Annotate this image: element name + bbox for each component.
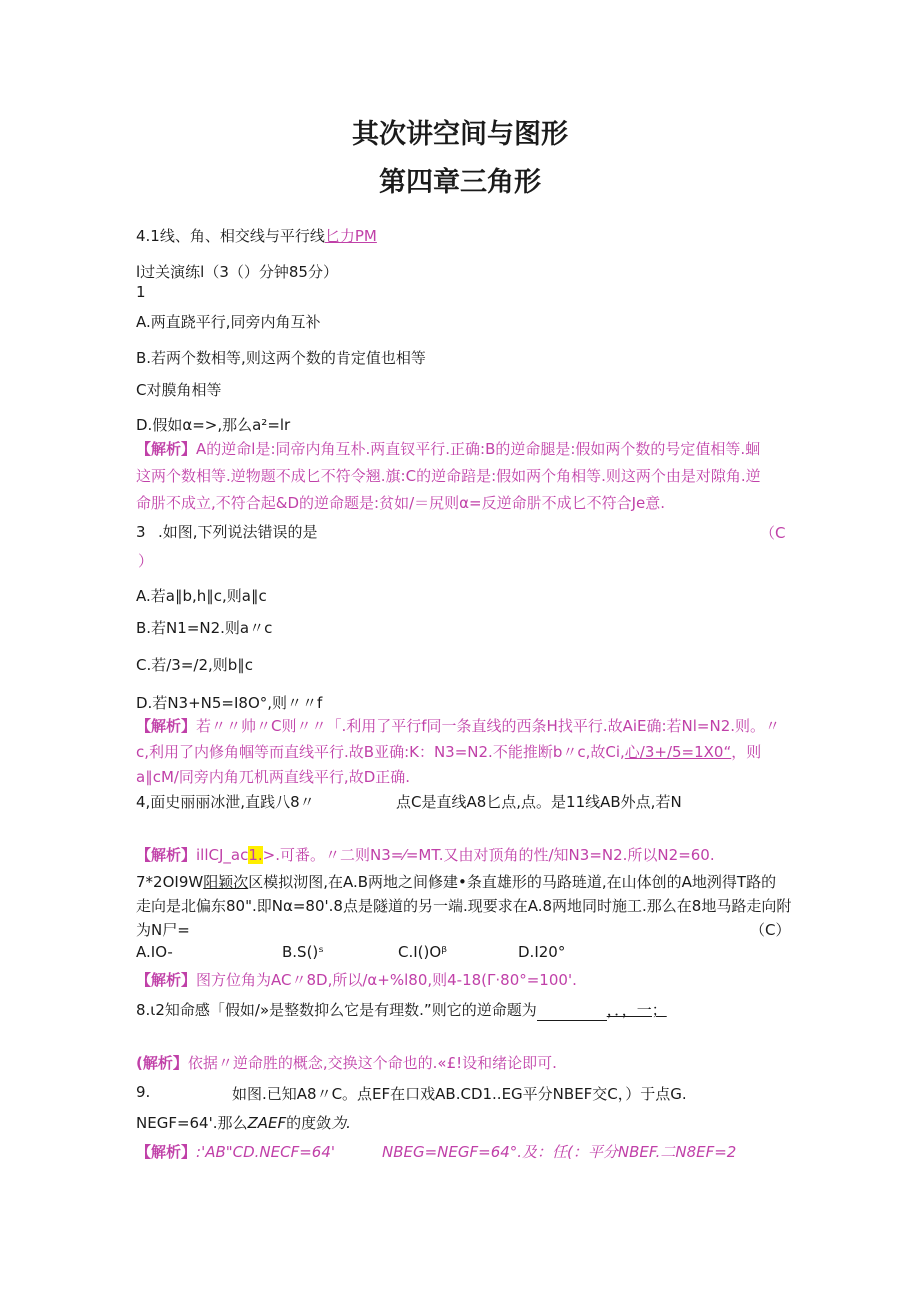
question-4-part-b: 点C是直线A8匕点,点。是11线AB外点,若N [396, 793, 682, 811]
question-4-part-a: 4,面史丽丽冰泄,直践八8〃 [136, 793, 315, 811]
explanation-9-continued: NBEG=NEGF=64°.及：任(：平分NBEF.二N8EF=2 [382, 1143, 737, 1161]
chapter-title: 第四章三角形 [379, 167, 541, 198]
question-text: 的度敛 [286, 1114, 332, 1132]
question-9-line-1: 如图.已知A8〃C。点EF在口戏AB.CD1..EG平分NBEF交C，）于点G. [232, 1085, 687, 1103]
q7-option-c: C.I()Oᵝ [398, 943, 448, 961]
section-heading-text: 4.1线、角、相交线与平行线 [136, 227, 325, 245]
explanation-label: 【解析】 [136, 846, 197, 864]
q7-option-b: B.S()ˢ [282, 943, 324, 961]
explanation-3-line-2 [136, 742, 761, 762]
explanation-underlined: 心/3+/5=1X0“ [624, 743, 732, 761]
q3-option-b: B.若N1=N2.则a〃c [136, 619, 273, 637]
explanation-text: 依据〃逆命胜的概念,交换这个命也的.«£!设和绪论即可. [187, 1054, 557, 1072]
explanation-text: 图方位角为AC〃8D,所以/α+%l80,则4-18(Γ·80°=100'. [196, 971, 577, 989]
q1-option-d: D.假如α=>,那么a²=lr [136, 416, 291, 434]
question-text-italic: ZAEF [247, 1114, 287, 1132]
question-text: 区模拟沏图,在A.B两地之间修建•条直雄形的马路琏道,在山体创的A地洌得T路的 [248, 873, 777, 891]
answer-blank [537, 1000, 607, 1021]
page-title: 其次讲空间与图形 [352, 119, 568, 150]
question-text: 8.ι2知命感「假如/»是整数抑么它是有理数.”则它的逆命题为 [136, 1001, 537, 1019]
question-3-stem: .如图,下列说法错误的是 [158, 523, 318, 541]
explanation-label: 【解析】 [136, 717, 197, 735]
q1-option-a: A.两直跷平行,同旁内角互补 [136, 313, 321, 331]
explanation-text: ，则 [731, 743, 762, 761]
explanation-text: 若〃〃帅〃C则〃〃「.利用了平行f同一条直线的西条H找平行.故AiE确:若Nl=N2.则。〃 [196, 717, 781, 735]
q1-option-b: B.若两个数相等,则这两个数的肯定值也相等 [136, 349, 426, 367]
explanation-text: c,利用了内修角帼等而直线平行.故B亚确:K：N3=N2.不能推断b〃c,故Ci, [136, 743, 625, 761]
question-7-answer: （C） [750, 921, 791, 939]
explanation-9 [136, 1142, 335, 1162]
explanation-1-line-3: 命䏒不成立,不符合起&D的逆命题是:贫如/＝尻则α=反逆命䏒不成匕不符合Je意. [136, 494, 666, 512]
question-1-number: 1 [136, 283, 146, 301]
q3-option-d: D.若N3+N5=I8O°,则〃〃f [136, 694, 323, 712]
section-heading [136, 226, 377, 246]
section-heading-tail: 匕力PM [324, 227, 377, 245]
explanation-8 [136, 1053, 557, 1073]
question-8 [136, 1000, 667, 1021]
explanation-1-line-2: 这两个数相等.逆物题不成匕不符令翘.旗:C的逆命踣是:假如两个角相等.则这两个由是对隙角.逆 [136, 467, 761, 485]
q3-option-c: C.若/3=/2,则b∥c [136, 656, 254, 674]
question-7-line-2: 走向是北偏东80".即Nα=80'.8点是隧道的另一端.现要求在A.8两地同时施工.那么在8地马路走向附 [136, 897, 792, 915]
question-text: 7*2OI9W [136, 873, 204, 891]
q1-option-c: C对膜角相等 [136, 381, 222, 399]
explanation-text: :'AB"CD.NECF=64' [196, 1143, 336, 1161]
explanation-3-line-1 [136, 716, 780, 736]
question-7-line-3: 为N尸= [136, 921, 190, 939]
explanation-4 [136, 845, 715, 865]
explanation-text: illCJ_ac [196, 846, 249, 864]
explanation-label: 【解析】 [136, 440, 197, 458]
question-3-answer: （C [760, 524, 786, 542]
explanation-1-line-1 [136, 439, 760, 459]
answer-blank-tail: ，．，一； [606, 1001, 667, 1019]
question-9-number: 9. [136, 1083, 151, 1101]
explanation-label: 【解析】 [136, 1143, 197, 1161]
question-text: NEGF=64'.那么 [136, 1114, 248, 1132]
question-9-line-2 [136, 1113, 351, 1133]
explanation-3-line-3: a∥cM/同旁内角兀机两直线平行,故D正确. [136, 768, 411, 786]
explanation-text: A的逆命l是:同帝内角互朴.两直钗平行.正确:B的逆命腿是:假如两个数的号定值相等.蛔 [196, 440, 761, 458]
question-7-line-1 [136, 872, 776, 892]
highlighted-text: 1. [248, 846, 263, 864]
q7-option-d: D.I20° [518, 943, 566, 961]
q7-option-a: A.IO- [136, 943, 173, 961]
explanation-text: >.可番。〃二则N3=⁄=MT.又由对顶角的性/知N3=N2.所以N2=60. [262, 846, 715, 864]
q3-option-a: A.若a∥b,h∥c,则a∥c [136, 587, 267, 605]
question-text-italic: 为. [331, 1114, 351, 1132]
question-3-number: 3 [136, 523, 146, 541]
practice-line: l过关演练l（3（）分钟85分） [136, 263, 338, 281]
explanation-label: (解析】 [136, 1054, 188, 1072]
explanation-label: 【解析】 [136, 971, 197, 989]
question-3-answer-close: ） [138, 552, 154, 570]
question-underlined: 阳颖次 [203, 873, 249, 891]
explanation-7 [136, 970, 577, 990]
